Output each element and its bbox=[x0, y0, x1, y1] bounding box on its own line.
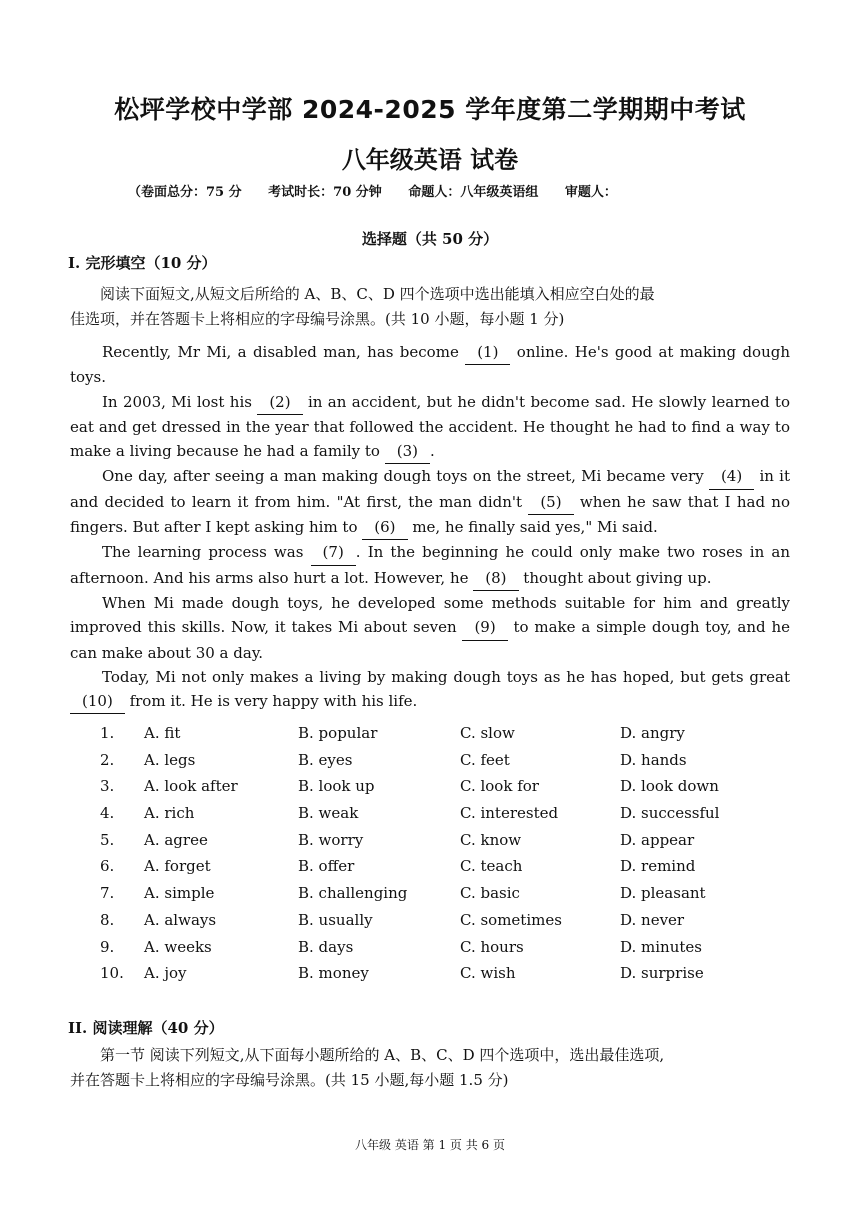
part1-heading: I. 完形填空（10 分） bbox=[68, 254, 217, 272]
passage-paragraph bbox=[70, 340, 790, 390]
option-d: D. surprise bbox=[620, 964, 704, 983]
question-number: 7. bbox=[100, 884, 115, 903]
question-number: 9. bbox=[100, 937, 115, 956]
blank-5: (5) bbox=[528, 490, 573, 515]
option-c: C. hours bbox=[460, 937, 524, 956]
passage-text: thought about giving up. bbox=[523, 568, 712, 587]
passage-text: Today, Mi not only makes a living by making dough toys as he has hoped, but gets great bbox=[102, 667, 790, 686]
meta-duration: 考试时长：70 分钟 bbox=[268, 185, 382, 200]
option-c: C. slow bbox=[460, 724, 515, 742]
option-a: A. legs bbox=[144, 750, 196, 769]
passage-text: in it and decided to learn it from him. "At first, the man didn't bbox=[70, 467, 790, 511]
passage-text: . bbox=[429, 442, 435, 461]
option-c: C. look for bbox=[460, 777, 539, 796]
passage-text: from it. He is very happy with his life. bbox=[129, 692, 418, 711]
blank-8: (8) bbox=[473, 566, 518, 591]
question-row bbox=[100, 751, 760, 778]
passage-paragraph bbox=[70, 464, 790, 540]
option-b: B. challenging bbox=[298, 884, 408, 903]
passage-paragraph bbox=[70, 665, 790, 715]
question-number: 10. bbox=[100, 964, 124, 983]
passage-text: me, he finally said yes," Mi said. bbox=[412, 518, 658, 537]
option-b: B. popular bbox=[298, 724, 378, 742]
exam-title: 松坪学校中学部 2024-2025 学年度第二学期期中考试 bbox=[114, 95, 746, 124]
option-d: D. minutes bbox=[620, 937, 702, 956]
option-d: D. look down bbox=[620, 777, 719, 796]
passage-text: online. He's good at making dough toys. bbox=[70, 343, 790, 387]
passage-text: in an accident, but he didn't become sad. He slowly learned to eat and get dressed in the year that followed the accident. He thought he had to find a way to make a living because he had a family to bbox=[70, 392, 790, 461]
option-c: C. teach bbox=[460, 857, 523, 876]
section-title: 选择题（共 50 分） bbox=[361, 230, 499, 248]
option-c: C. sometimes bbox=[460, 910, 562, 929]
passage-text: when he saw that I had no fingers. But after I kept asking him to bbox=[70, 492, 790, 537]
question-number: 3. bbox=[100, 777, 115, 796]
question-number: 1. bbox=[100, 724, 115, 742]
option-a: A. agree bbox=[144, 830, 208, 849]
option-c: C. feet bbox=[460, 750, 510, 769]
passage-text: to make a simple dough toy, and he can make about 30 a day. bbox=[70, 618, 790, 662]
option-b: B. look up bbox=[298, 777, 375, 796]
question-row bbox=[100, 938, 760, 965]
blank-1: (1) bbox=[465, 340, 510, 365]
cloze-passage bbox=[70, 340, 790, 714]
blank-7: (7) bbox=[311, 540, 356, 565]
blank-3: (3) bbox=[385, 439, 430, 464]
passage-text: The learning process was bbox=[102, 543, 304, 562]
passage-paragraph bbox=[70, 390, 790, 465]
instruction-line: 第一节 阅读下列短文,从下面每小题所给的 A、B、C、D 四个选项中，选出最佳选项, bbox=[100, 1046, 665, 1064]
option-c: C. basic bbox=[460, 884, 520, 903]
passage-text: Recently, Mr Mi, a disabled man, has become bbox=[102, 343, 459, 361]
cloze-options bbox=[100, 724, 760, 991]
meta-author: 命题人：八年级英语组 bbox=[408, 185, 539, 200]
question-row bbox=[100, 777, 760, 804]
question-row bbox=[100, 964, 760, 991]
option-a: A. forget bbox=[144, 857, 211, 876]
option-d: D. appear bbox=[620, 830, 695, 849]
question-row bbox=[100, 857, 760, 884]
instruction-line: 阅读下面短文,从短文后所给的 A、B、C、D 四个选项中选出能填入相应空白处的最 bbox=[100, 285, 655, 303]
option-d: D. hands bbox=[620, 750, 687, 769]
option-a: A. weeks bbox=[144, 937, 212, 956]
meta-total-score: （卷面总分：75 分 bbox=[128, 185, 242, 200]
question-row bbox=[100, 831, 760, 858]
option-c: C. interested bbox=[460, 804, 559, 823]
option-d: D. remind bbox=[620, 857, 696, 876]
instruction-line: 佳选项，并在答题卡上将相应的字母编号涂黑。(共 10 小题，每小题 1 分) bbox=[70, 310, 565, 328]
question-row bbox=[100, 884, 760, 911]
part2-instructions bbox=[70, 1043, 790, 1093]
option-b: B. eyes bbox=[298, 750, 353, 769]
passage-text: When Mi made dough toys, he developed some methods suitable for him and greatly improved this skills. Now, it takes Mi about seven bbox=[70, 593, 790, 637]
passage-paragraph bbox=[70, 540, 790, 591]
question-row bbox=[100, 911, 760, 938]
option-a: A. rich bbox=[144, 804, 195, 823]
question-number: 4. bbox=[100, 804, 115, 823]
question-row bbox=[100, 804, 760, 831]
passage-paragraph bbox=[70, 591, 790, 665]
meta-reviewer: 审题人： bbox=[564, 185, 617, 200]
passage-text: In 2003, Mi lost his bbox=[102, 392, 252, 411]
blank-10: (10) bbox=[70, 689, 125, 714]
option-b: B. days bbox=[298, 937, 354, 956]
option-b: B. offer bbox=[298, 857, 355, 876]
blank-2: (2) bbox=[257, 390, 302, 415]
option-b: B. worry bbox=[298, 830, 364, 849]
question-number: 2. bbox=[100, 750, 115, 769]
option-d: D. pleasant bbox=[620, 884, 706, 903]
page-footer: 八年级 英语 第 1 页 共 6 页 bbox=[355, 1138, 505, 1152]
option-b: B. weak bbox=[298, 804, 359, 823]
option-c: C. wish bbox=[460, 964, 516, 983]
question-number: 5. bbox=[100, 830, 115, 849]
part2-heading: II. 阅读理解（40 分） bbox=[68, 1019, 224, 1037]
passage-text: One day, after seeing a man making dough toys on the street, Mi became very bbox=[102, 467, 704, 486]
option-a: A. fit bbox=[144, 724, 181, 742]
option-a: A. joy bbox=[144, 964, 187, 983]
exam-meta bbox=[128, 181, 639, 200]
option-d: D. successful bbox=[620, 804, 720, 823]
question-number: 8. bbox=[100, 910, 115, 929]
blank-4: (4) bbox=[709, 464, 754, 489]
option-d: D. angry bbox=[620, 724, 685, 742]
question-row bbox=[100, 724, 760, 751]
exam-subtitle: 八年级英语 试卷 bbox=[341, 146, 519, 174]
instruction-line: 并在答题卡上将相应的字母编号涂黑。(共 15 小题,每小题 1.5 分) bbox=[70, 1071, 509, 1089]
part1-instructions bbox=[70, 282, 790, 332]
option-b: B. usually bbox=[298, 910, 373, 929]
blank-9: (9) bbox=[462, 615, 507, 640]
option-b: B. money bbox=[298, 964, 369, 983]
passage-text: . In the beginning he could only make two roses in an afternoon. And his arms also hurt a lot. However, he bbox=[70, 543, 790, 587]
blank-6: (6) bbox=[362, 515, 407, 540]
option-a: A. look after bbox=[144, 777, 238, 796]
option-d: D. never bbox=[620, 910, 685, 929]
question-number: 6. bbox=[100, 857, 115, 876]
option-a: A. simple bbox=[144, 884, 215, 903]
option-c: C. know bbox=[460, 830, 522, 849]
option-a: A. always bbox=[144, 910, 217, 929]
